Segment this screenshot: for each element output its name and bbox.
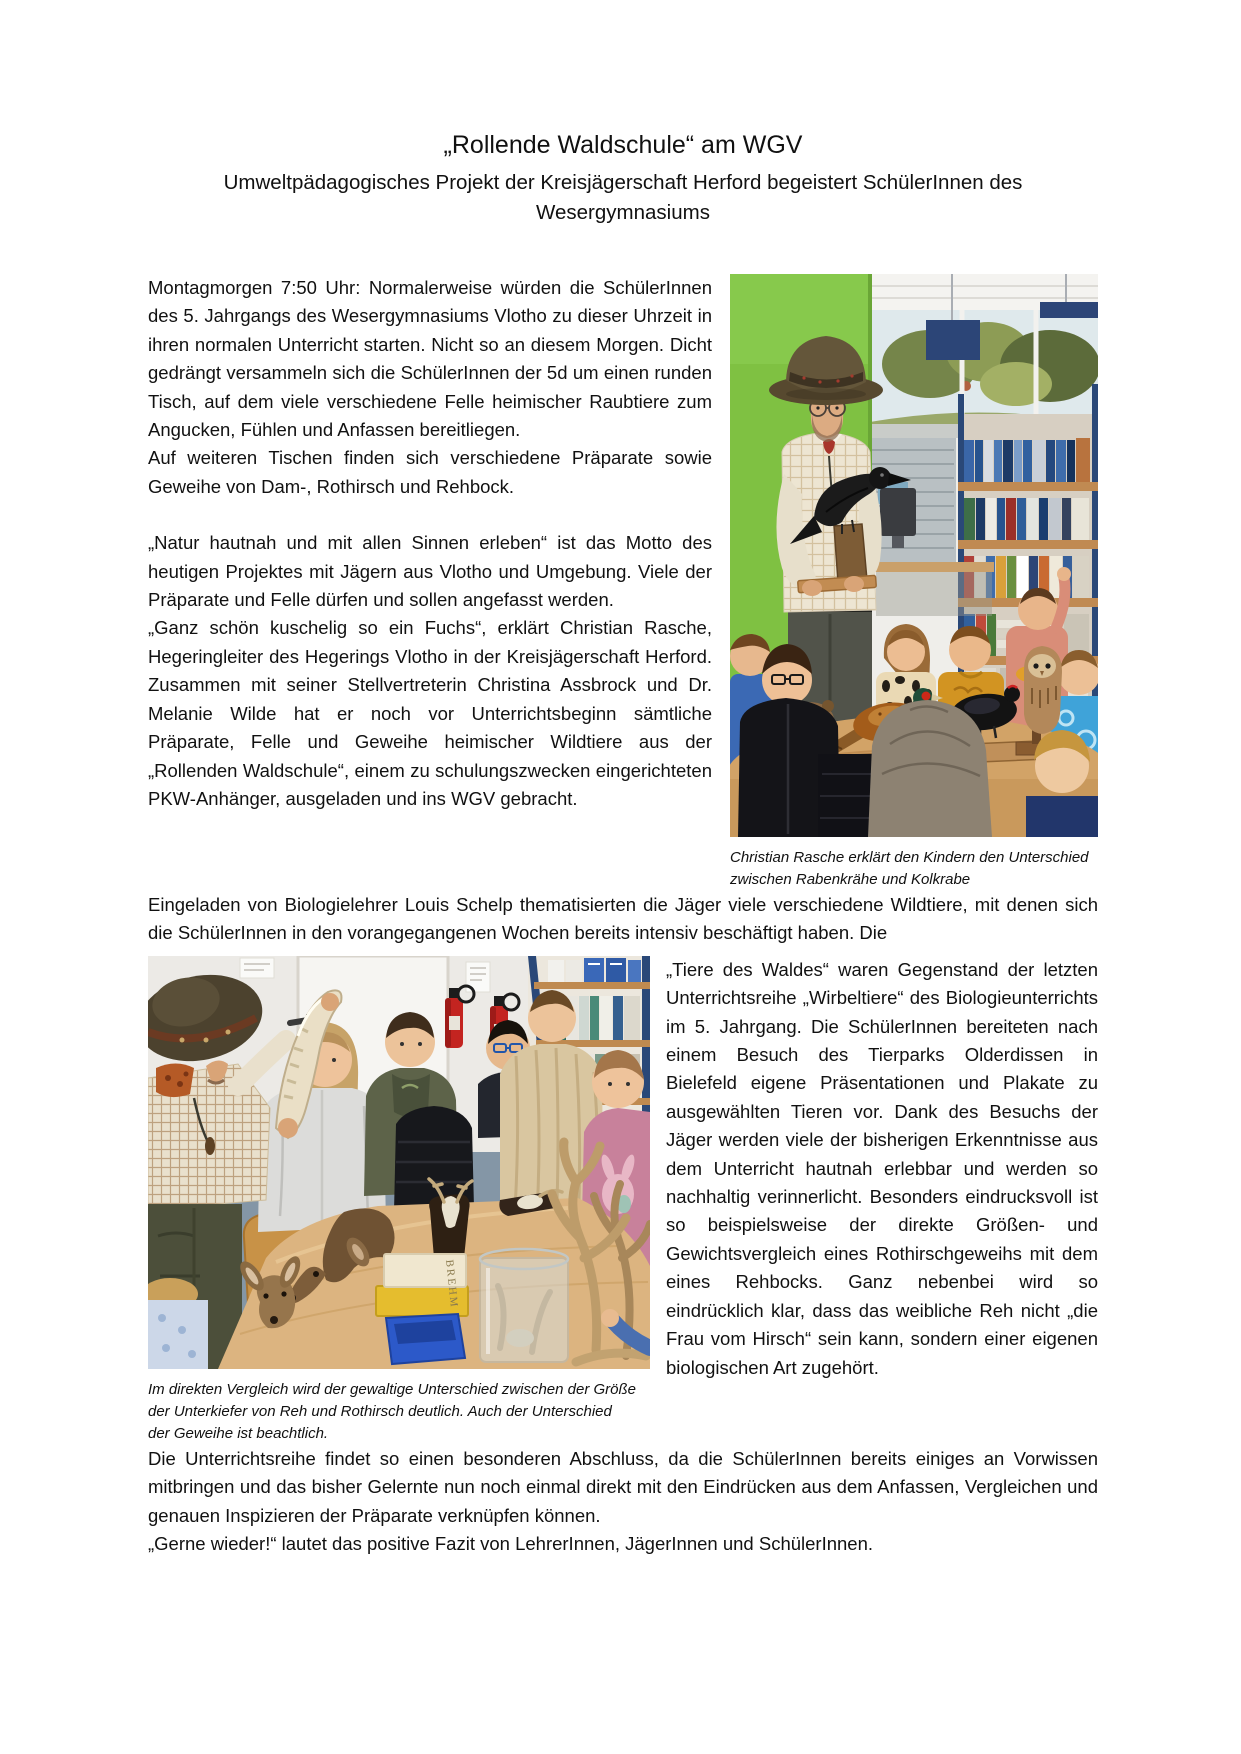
left-text-column [148, 274, 712, 813]
section-top [148, 274, 1098, 891]
paragraph-fuchs: „Ganz schön kuschelig so ein Fuchs“, erklärt Christian Rasche, Hegeringleiter des Hegerings Vlotho in der Kreisjägerschaft Herford. Zusammen mit seiner Stellvertreterin Christina Assbrock und Dr. Melanie Wilde hat er noch vor Unterrichtsbeginn sämtliche Präparate, Felle und Geweihe heimischer Wildtiere aus der „Rollenden Waldschule“, einem zu schulungszwecken eingerichteten PKW-Anhänger, ausgeladen und ins WGV gebracht. [148, 617, 712, 809]
photo-antler-table [148, 956, 650, 1369]
brehm-book-stack [376, 1254, 468, 1316]
blue-plastic-box [386, 1314, 465, 1364]
paragraph-intro: Montagmorgen 7:50 Uhr: Normalerweise würden die SchülerInnen des 5. Jahrgangs des Wesergymnasiums Vlotho zu dieser Uhrzeit in ihren normalen Unterricht starten. Nicht so an diesem Morgen. Dicht gedrängt versammeln sich die SchülerInnen der 5d um einen runden Tisch, auf dem viele verschiedene Felle heimischer Raubtiere zum Angucken, Fühlen und Anfassen bereitliegen. [148, 277, 712, 441]
paragraph-praeparate: Auf weiteren Tischen finden sich verschiedene Präparate sowie Geweihe von Dam-, Rothirsch und Rehbock. [148, 447, 712, 497]
book-spine-text: BREHM [443, 1258, 461, 1309]
article-subtitle: Umweltpädagogisches Projekt der Kreisjägerschaft Herford begeistert SchülerInnen des Wesergymnasiums [223, 171, 1023, 224]
right-text-column [666, 956, 1098, 1382]
glass-jar-with-antlers [480, 1249, 568, 1362]
paragraph-motto: „Natur hautnah und mit allen Sinnen erleben“ ist das Motto des heutigen Projektes mit Jägern aus Vlotho und Umgebung. Viele der Präparate und Felle dürfen und sollen angefasst werden. [148, 532, 712, 611]
paragraph-eingeladen: Eingeladen von Biologielehrer Louis Schelp thematisierten die Jäger viele verschiedene Wildtiere, mit denen sich die SchülerInnen in den vorangegangenen Wochen bereits intensiv beschäftigt haben. Die [148, 894, 1098, 944]
paragraph-abschluss: Die Unterrichtsreihe findet so einen besonderen Abschluss, da die SchülerInnen bereits einiges an Vorwissen mitbringen und das bisher Gelernte nun noch einmal direkt mit den Eindrücken aus dem Anfassen, Vergleichen und genauen Inspizieren der Präparate verknüpfen können. [148, 1447, 1098, 1526]
photo2-caption: Im direkten Vergleich wird der gewaltige Unterschied zwischen der Größe der Unterkiefer von Reh und Rothirsch deutlich. Auch der Unterschied der Geweihe ist beachtlich. [148, 1380, 636, 1442]
figure-antler-table [148, 956, 650, 1445]
figure-classroom-raven [730, 274, 1098, 891]
kid-grey-hood [868, 700, 992, 837]
section-bottom [148, 956, 1098, 1445]
photo-classroom-raven [730, 274, 1098, 837]
paragraph-fazit: „Gerne wieder!“ lautet das positive Fazit von LehrerInnen, JägerInnen und SchülerInnen. [148, 1533, 874, 1555]
article-title: „Rollende Waldschule“ am WGV [443, 131, 803, 159]
paragraph-tiere-des-waldes: „Tiere des Waldes“ waren Gegenstand der letzten Unterrichtsreihe „Wirbeltiere“ des Biologieunterrichts im 5. Jahrgang. Die SchülerInnen bereiteten nach einem Besuch des Tierparks Olderdissen in Bielefeld eigene Präsentationen und Plakate zu ausgewählten Tieren vor. Dank des Besuchs der Jäger werden viele der bisherigen Erkenntnisse aus dem Unterricht hautnah erlebbar und werden so nachhaltig verinnerlicht. Besonders eindrucksvoll ist so beispielsweise der direkte Größen- und Gewichtsvergleich eines Rothirschgeweihs mit dem eines Rehbocks. Ganz nebenbei wird so eindrücklich klar, dass das weibliche Reh nicht „die Frau vom Hirsch“ sein kann, sondern einer eigenen biologischen Art zugehört. [666, 958, 1098, 1378]
photo1-caption: Christian Rasche erklärt den Kindern den Unterschied zwischen Rabenkrähe und Kolkrabe [730, 849, 1089, 888]
